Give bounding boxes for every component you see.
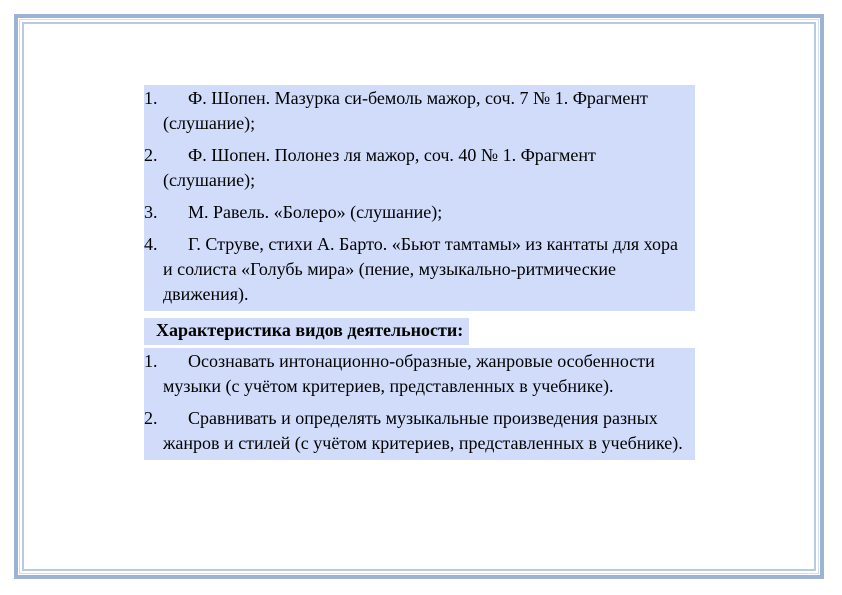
list-item-text: Ф. Шопен. Мазурка си-бемоль мажор, соч. 7 № 1. Фрагмент (слушание); [163, 88, 648, 133]
list-item [144, 199, 695, 229]
document-content [144, 85, 695, 460]
list-item [144, 85, 695, 140]
list-item-number: 3. [144, 202, 158, 222]
list-item-number: 2. [144, 145, 158, 165]
list-item-number: 4. [144, 234, 158, 254]
activities-list [144, 348, 695, 460]
list-item [144, 405, 695, 460]
list-item-number: 1. [144, 351, 158, 371]
list-item-text: Ф. Шопен. Полонез ля мажор, соч. 40 № 1. Фрагмент (слушание); [163, 145, 596, 190]
list-item-text: Осознавать интонационно-образные, жанровые особенности музыки (с учётом критериев, представленных в учебнике). [163, 351, 655, 396]
list-item [144, 348, 695, 403]
list-item [144, 231, 695, 311]
list-item-text: Сравнивать и определять музыкальные произведения разных жанров и стилей (с учётом критериев, представленных в учебнике). [163, 408, 683, 453]
repertoire-list [144, 85, 695, 311]
list-item-number: 1. [144, 88, 158, 108]
section-heading-text: Характеристика видов деятельности: [144, 318, 469, 345]
list-item-text: Г. Струве, стихи А. Барто. «Бьют тамтамы» из кантаты для хора и солиста «Голубь мира» (пение, музыкально-ритмические движения). [163, 234, 678, 304]
list-item-number: 2. [144, 408, 158, 428]
list-item-text: М. Равель. «Болеро» (слушание); [188, 202, 443, 222]
section-heading [144, 318, 695, 345]
list-item [144, 142, 695, 197]
